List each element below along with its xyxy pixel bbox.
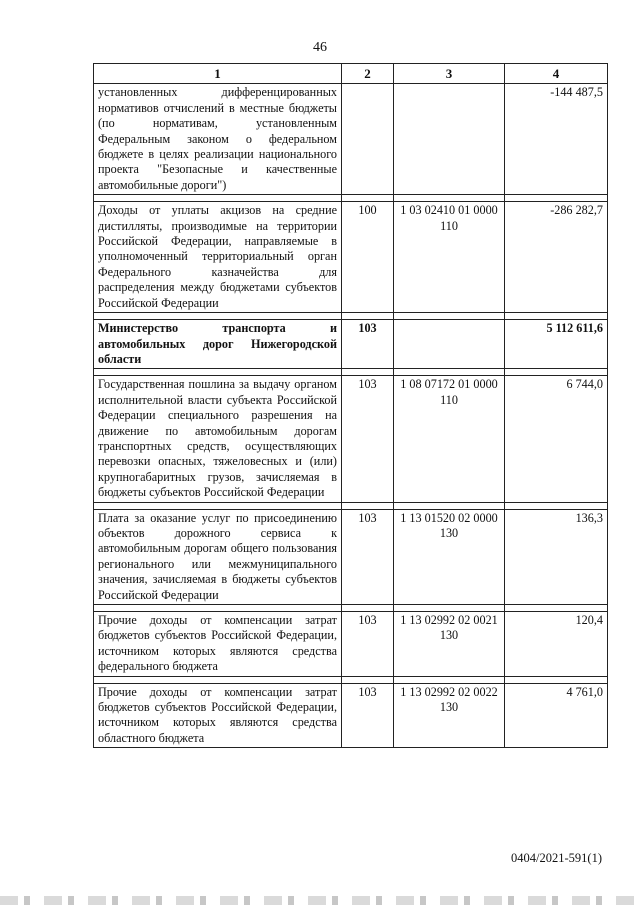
column-header-4: 4 [505,64,608,84]
table-row [94,202,608,313]
amount-cell [505,320,608,369]
table-row [94,376,608,502]
admin-code-cell: 103 [342,683,394,748]
separator-cell [505,369,608,376]
description-cell: Доходы от уплаты акцизов на средние дистилляты, производимые на территории Российской Федерации, направляемые в уполномоченный территориальный орган Федерального казначейства для распределения между бюджетами субъектов Российской Федерации [94,202,342,313]
amount-value: 4 761,0 [566,684,603,699]
admin-code-cell: 103 [342,376,394,502]
separator-cell [505,502,608,509]
table-row [94,84,608,195]
admin-code-cell: 100 [342,202,394,313]
separator-cell [394,313,505,320]
row-separator [94,195,608,202]
separator-cell [505,605,608,612]
table-row [94,320,608,369]
row-separator [94,313,608,320]
row-separator [94,502,608,509]
admin-code-cell [342,84,394,195]
column-header-3: 3 [394,64,505,84]
description-cell: Государственная пошлина за выдачу органом исполнительной власти субъекта Российской Федерации специального разрешения на движение по автомобильным дорогам транспортных средств, осуществляющих перевозки опасных, тяжеловесных и (или) крупногабаритных грузов, зачисляемая в бюджеты субъектов Российской Федерации [94,376,342,502]
row-separator [94,676,608,683]
separator-cell [342,676,394,683]
admin-code-cell: 103 [342,320,394,369]
admin-code-cell: 103 [342,612,394,677]
income-code-cell: 1 13 01520 02 0000 130 [394,509,505,604]
separator-cell [505,313,608,320]
income-code-cell [394,84,505,195]
table-row [94,509,608,604]
admin-code-cell: 103 [342,509,394,604]
income-code-cell: 1 13 02992 02 0022 130 [394,683,505,748]
income-code-cell [394,320,505,369]
table-header-row [94,64,608,84]
description-cell: Плата за оказание услуг по присоединению объектов дорожного сервиса к автомобильным дорогам общего пользования регионального или межмуниципального значения, зачисляемая в бюджеты субъектов Российской Федерации [94,509,342,604]
description-cell: Прочие доходы от компенсации затрат бюджетов субъектов Российской Федерации, источником которых являются средства федерального бюджета [94,612,342,677]
amount-cell [505,612,608,677]
separator-cell [94,605,342,612]
amount-value: 136,3 [575,510,603,525]
table-row [94,612,608,677]
amount-cell [505,84,608,195]
description-cell: Министерство транспорта и автомобильных дорог Нижегородской области [94,320,342,369]
row-separator [94,369,608,376]
amount-cell [505,683,608,748]
separator-cell [342,369,394,376]
separator-cell [505,195,608,202]
amount-cell [505,376,608,502]
row-separator [94,605,608,612]
separator-cell [505,676,608,683]
table-row [94,683,608,748]
separator-cell [394,502,505,509]
separator-cell [394,369,505,376]
separator-cell [94,313,342,320]
amount-cell [505,202,608,313]
income-code-cell: 1 13 02992 02 0021 130 [394,612,505,677]
separator-cell [94,195,342,202]
document-code: 0404/2021-591(1) [511,851,602,865]
income-code-cell: 1 03 02410 01 0000 110 [394,202,505,313]
separator-cell [342,502,394,509]
income-code-cell: 1 08 07172 01 0000 110 [394,376,505,502]
amount-value: 5 112 611,6 [546,321,603,336]
separator-cell [94,676,342,683]
description-cell: Прочие доходы от компенсации затрат бюджетов субъектов Российской Федерации, источником которых являются средства областного бюджета [94,683,342,748]
separator-cell [394,605,505,612]
description-cell: установленных дифференцированных нормативов отчислений в местные бюджеты (по нормативам, установленным Федеральным законом о федеральном бюджете в целях реализации национального проекта "Безопасные и качественные автомобильные дороги") [94,84,342,195]
page-number: 46 [313,40,327,55]
amount-value: 6 744,0 [566,377,603,392]
separator-cell [342,605,394,612]
column-header-1: 1 [94,64,342,84]
separator-cell [342,313,394,320]
scan-edge-strip [0,896,640,905]
separator-cell [94,502,342,509]
separator-cell [94,369,342,376]
amount-value: 120,4 [575,613,603,627]
budget-table [93,63,608,748]
separator-cell [342,195,394,202]
separator-cell [394,195,505,202]
amount-value: -144 487,5 [550,85,603,100]
amount-value: -286 282,7 [550,203,603,218]
amount-cell [505,509,608,604]
separator-cell [394,676,505,683]
column-header-2: 2 [342,64,394,84]
